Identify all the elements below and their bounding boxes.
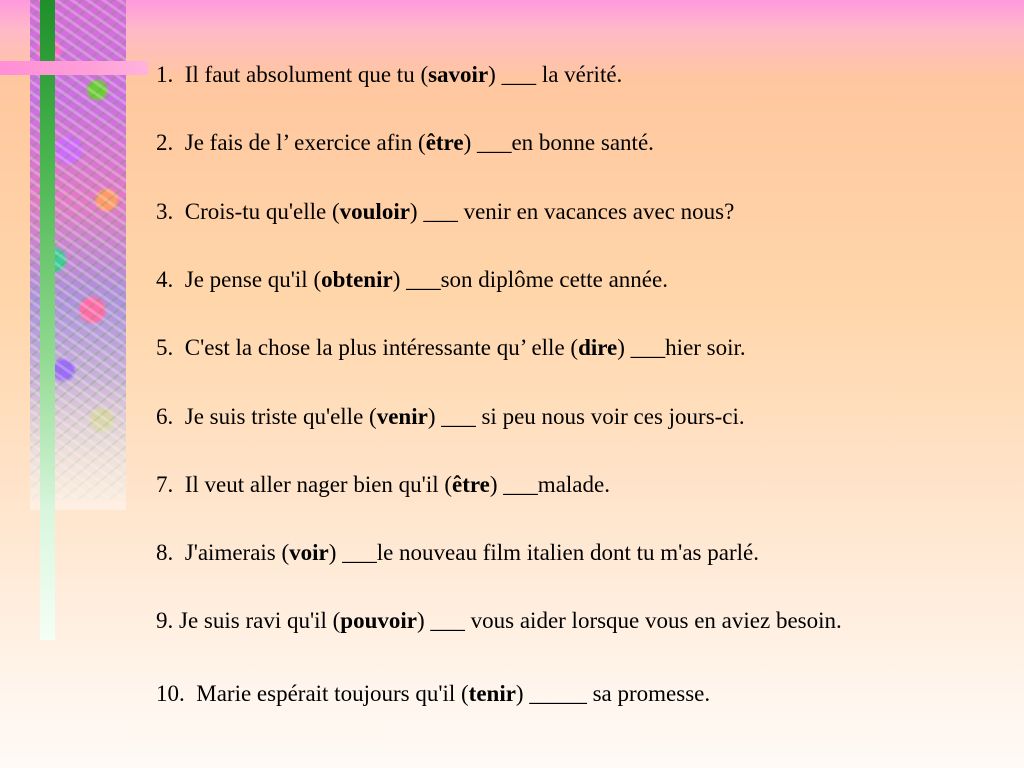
item-text-after: ) ___malade. [489, 472, 610, 497]
item-verb: tenir [468, 681, 516, 706]
item-verb: venir [376, 404, 428, 429]
item-verb: savoir [428, 62, 489, 87]
item-text-after: ) ___ la vérité. [488, 62, 623, 87]
exercise-item [156, 60, 622, 90]
item-text-before: Je pense qu'il ( [184, 267, 322, 292]
exercise-item [156, 197, 734, 227]
item-text-after: ) ___le nouveau film italien dont tu m'as parlé. [328, 540, 759, 565]
decorative-pink-bar [0, 61, 148, 75]
exercise-item [156, 470, 610, 500]
item-text-before: Je suis ravi qu'il ( [179, 608, 341, 633]
item-verb: pouvoir [340, 608, 417, 633]
item-number: 4. [156, 267, 174, 292]
exercise-item [156, 679, 710, 709]
item-number: 5. [156, 335, 174, 360]
exercise-item [156, 606, 842, 636]
item-number: 8. [156, 540, 174, 565]
item-text-after: ) ___ vous aider lorsque vous en aviez besoin. [416, 608, 842, 633]
item-text-before: Il faut absolument que tu ( [184, 62, 429, 87]
item-verb: vouloir [339, 199, 410, 224]
item-text-after: ) _____ sa promesse. [515, 681, 711, 706]
item-verb: être [425, 130, 464, 155]
item-text-after: ) ___son diplôme cette année. [392, 267, 668, 292]
item-verb: voir [289, 540, 329, 565]
item-number: 10. [156, 681, 185, 706]
item-number: 2. [156, 130, 174, 155]
item-number: 1. [156, 62, 174, 87]
item-verb: être [452, 472, 490, 497]
exercise-item [156, 538, 759, 568]
exercise-item [156, 333, 746, 363]
item-text-after: ) ___ venir en vacances avec nous? [409, 199, 735, 224]
item-text-after: ) ___en bonne santé. [463, 130, 654, 155]
exercise-item [156, 265, 668, 295]
item-text-before: Crois-tu qu'elle ( [184, 199, 340, 224]
item-text-after: ) ___ si peu nous voir ces jours-ci. [427, 404, 745, 429]
item-number: 9. [156, 608, 174, 633]
item-text-before: Il veut aller nager bien qu'il ( [184, 472, 453, 497]
item-text-before: Je suis triste qu'elle ( [184, 404, 377, 429]
item-number: 7. [156, 472, 174, 497]
decorative-green-bar [40, 0, 55, 640]
item-text-before: Marie espérait toujours qu'il ( [196, 681, 469, 706]
exercise-item [156, 402, 745, 432]
item-number: 6. [156, 404, 174, 429]
item-text-after: ) ___hier soir. [617, 335, 746, 360]
item-verb: dire [578, 335, 618, 360]
exercise-item [156, 128, 654, 158]
item-number: 3. [156, 199, 174, 224]
item-text-before: Je fais de l’ exercice afin ( [184, 130, 426, 155]
item-text-before: J'aimerais ( [184, 540, 290, 565]
item-verb: obtenir [321, 267, 393, 292]
item-text-before: C'est la chose la plus intéressante qu’ elle ( [184, 335, 579, 360]
